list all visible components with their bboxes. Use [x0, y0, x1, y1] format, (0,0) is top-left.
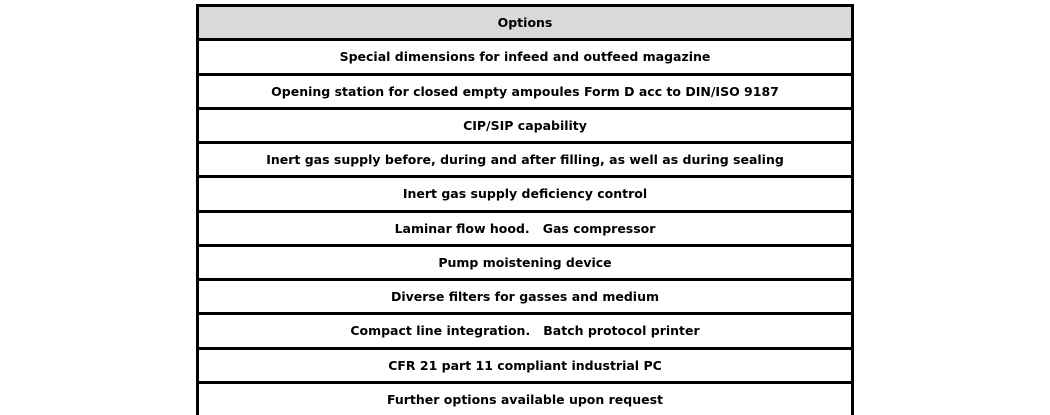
options-header: Options [199, 7, 851, 38]
option-row-special-dimensions: Special dimensions for infeed and outfeed magazine [199, 41, 851, 72]
option-row-opening-station: Opening station for closed empty ampoules Form D acc to DIN/ISO 9187 [199, 76, 851, 107]
option-row-diverse-filters: Diverse filters for gasses and medium [199, 281, 851, 312]
option-row-cfr21: CFR 21 part 11 compliant industrial PC [199, 350, 851, 381]
option-row-laminar-flow: Laminar flow hood. Gas compressor [199, 213, 851, 244]
option-row-further-options: Further options available upon request [199, 384, 851, 415]
option-row-pump-moistening: Pump moistening device [199, 247, 851, 278]
options-table [196, 4, 854, 415]
option-row-inert-gas-deficiency: Inert gas supply deficiency control [199, 178, 851, 209]
option-row-compact-line: Compact line integration. Batch protocol printer [199, 315, 851, 346]
option-row-inert-gas-supply: Inert gas supply before, during and after filling, as well as during sealing [199, 144, 851, 175]
option-row-cip-sip: CIP/SIP capability [199, 110, 851, 141]
